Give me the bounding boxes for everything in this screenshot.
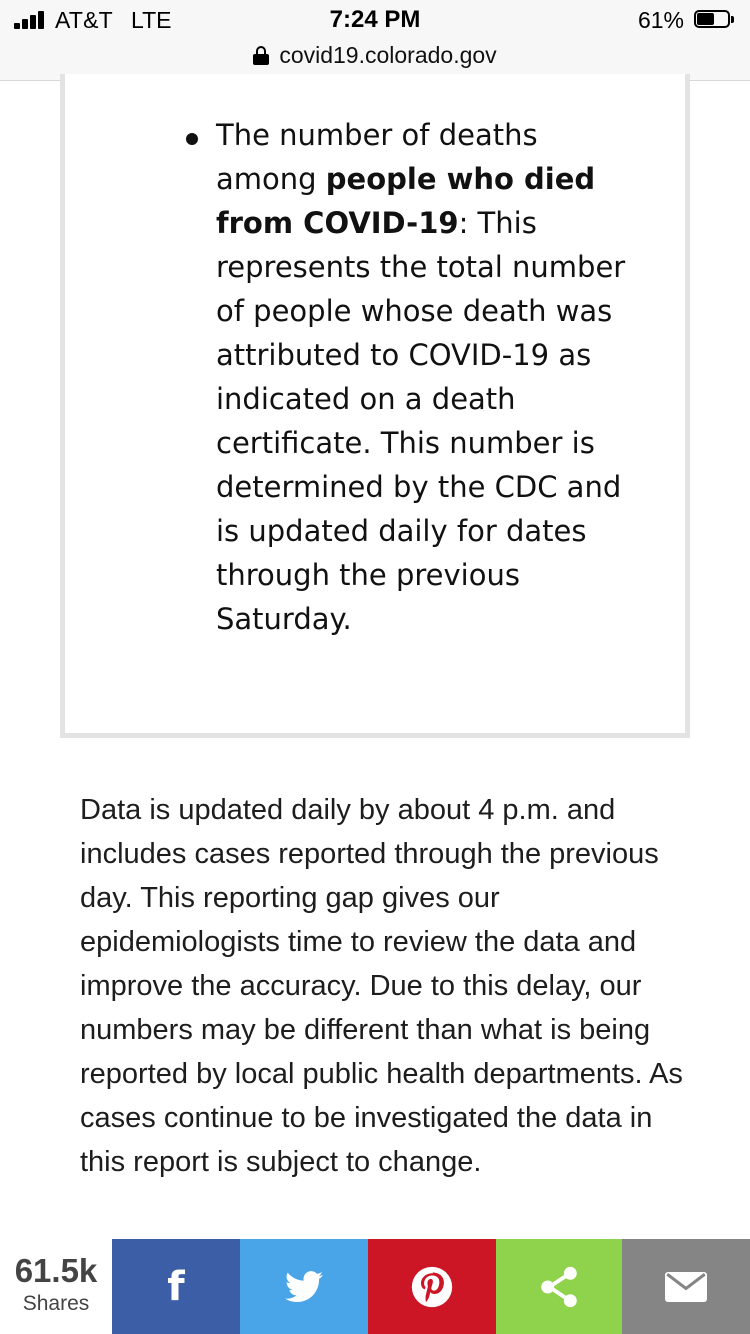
share-bar xyxy=(0,1239,750,1334)
twitter-icon xyxy=(285,1271,323,1303)
share-icon xyxy=(539,1266,579,1308)
twitter-share-button[interactable] xyxy=(240,1239,368,1334)
browser-top-bar xyxy=(0,0,750,81)
network-type: LTE xyxy=(131,7,172,33)
email-share-button[interactable] xyxy=(622,1239,750,1334)
share-count-number: 61.5k xyxy=(14,1252,98,1289)
update-note-paragraph: Data is updated daily by about 4 p.m. and includes cases reported through the previous day. This reporting gap gives our epidemiologists time to review the data and improve the accuracy. Due to this delay, our numbers may be different than what is being reported by local public health departments. As cases continue to be investigated the data in this report is subject to change. xyxy=(80,794,683,1178)
bullet-intro: The number of deaths among xyxy=(216,118,538,196)
address-bar[interactable] xyxy=(0,38,750,72)
status-time: 7:24 PM xyxy=(329,6,421,33)
lock-icon xyxy=(253,46,269,64)
carrier-name: AT&T xyxy=(55,7,113,33)
facebook-share-button[interactable] xyxy=(112,1239,240,1334)
bullet-rest: : This represents the total number of people whose death was attributed to COVID-19 as indicated on a death certificate. This number is determined by the CDC and is updated daily for dates through the previous Saturday. xyxy=(216,206,626,636)
url-text[interactable]: covid19.colorado.gov xyxy=(279,42,497,68)
status-bar xyxy=(0,0,750,40)
bullet-bold-term: people who died from COVID-19 xyxy=(216,162,596,240)
battery-percent: 61% xyxy=(637,7,684,33)
share-count xyxy=(0,1239,112,1334)
battery-icon xyxy=(694,10,736,30)
generic-share-button[interactable] xyxy=(496,1239,622,1334)
pinterest-share-button[interactable] xyxy=(368,1239,496,1334)
pinterest-icon xyxy=(410,1265,454,1309)
share-count-label: Shares xyxy=(22,1292,90,1315)
definition-card xyxy=(60,74,690,738)
bullet-item xyxy=(216,113,636,641)
bullet-marker xyxy=(186,133,198,145)
facebook-icon: f xyxy=(167,1263,185,1310)
email-icon xyxy=(665,1271,707,1303)
